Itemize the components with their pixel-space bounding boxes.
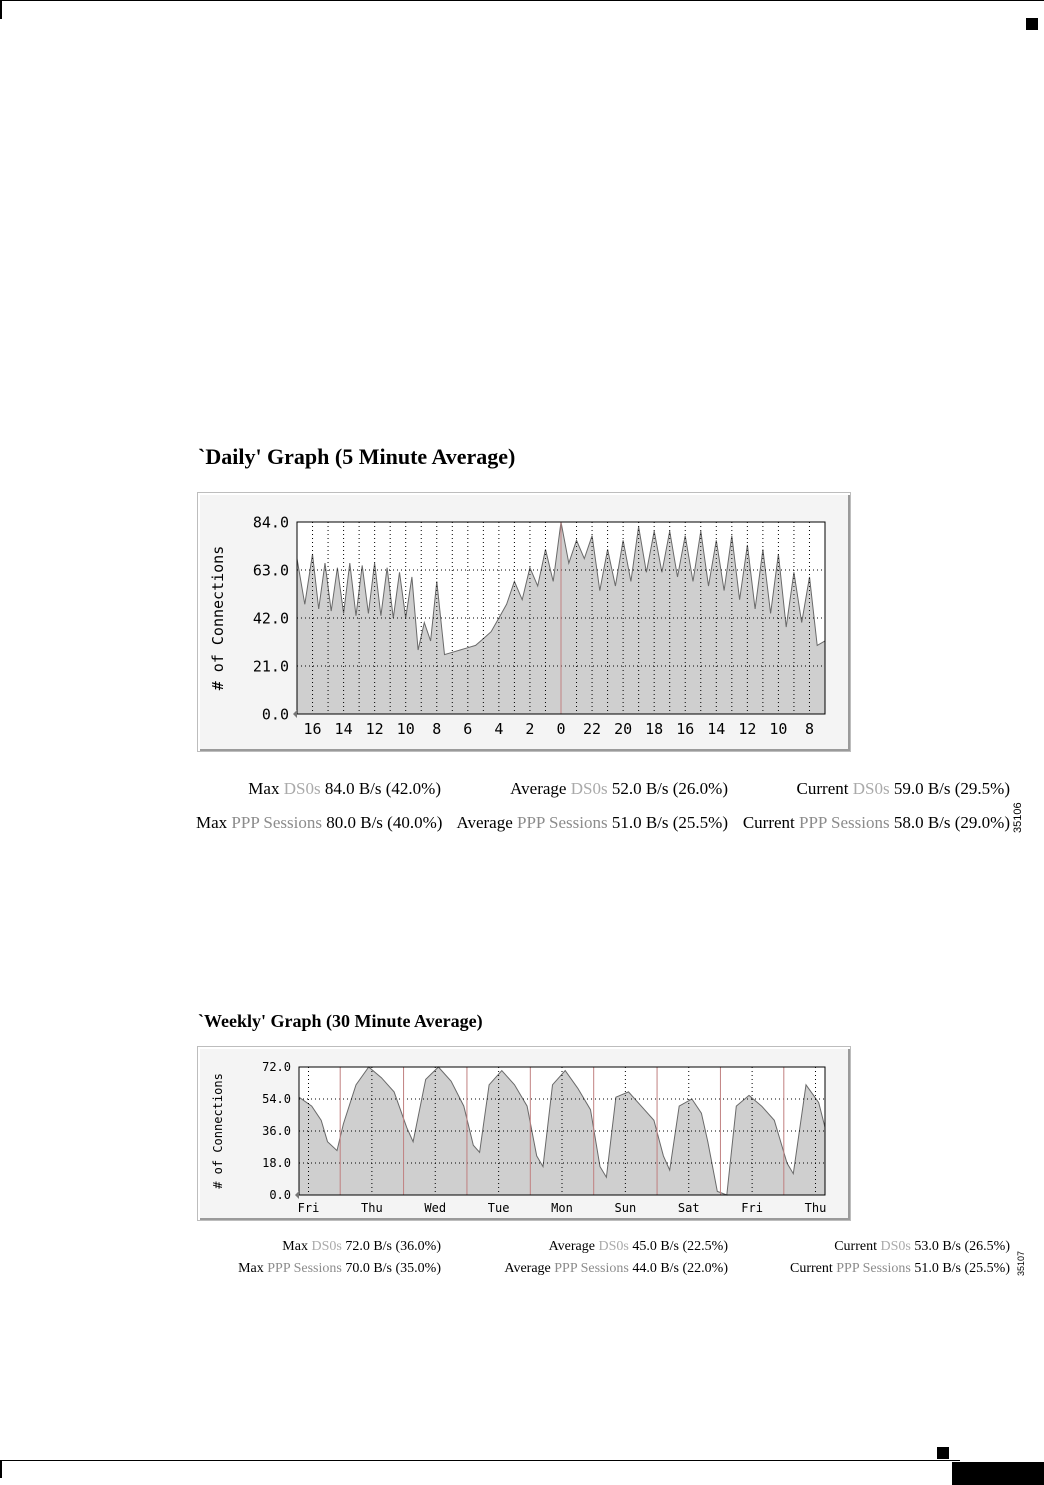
stat-label: Average xyxy=(510,779,567,798)
x-tick-label: Thu xyxy=(804,1201,827,1215)
stat-value: 70.0 B/s (35.0%) xyxy=(345,1261,441,1276)
x-tick-label: 6 xyxy=(463,720,473,738)
weekly-stat-average-ds0 xyxy=(441,1239,728,1261)
x-tick-label: Sat xyxy=(677,1201,700,1215)
x-tick-label: 10 xyxy=(769,720,788,738)
x-tick-label: Sun xyxy=(614,1201,637,1215)
bottom-square-marker xyxy=(937,1447,949,1459)
weekly-stats xyxy=(196,1239,1011,1277)
stat-series: PPP Sessions xyxy=(836,1261,911,1276)
weekly-chart-frame xyxy=(197,1046,851,1221)
x-tick-label: Fri xyxy=(741,1201,763,1215)
x-tick-label: 14 xyxy=(707,720,726,738)
stat-label: Current xyxy=(789,1261,833,1276)
stat-series: DS0s xyxy=(880,1239,911,1254)
stat-series: PPP Sessions xyxy=(267,1261,342,1276)
daily-stat-current-ds0 xyxy=(728,779,1010,813)
y-axis-title: # of Connections xyxy=(211,1073,225,1189)
stat-series: DS0s xyxy=(598,1239,629,1254)
daily-stats-ppp-row xyxy=(196,813,1011,833)
weekly-chart xyxy=(198,1047,850,1220)
stat-label: Current xyxy=(742,813,795,832)
stat-value: 44.0 B/s (22.0%) xyxy=(632,1261,728,1276)
weekly-stats-ds0-row xyxy=(196,1239,1011,1261)
daily-stat-current-ppp xyxy=(728,813,1010,833)
weekly-stat-max-ppp xyxy=(196,1261,441,1277)
stat-value: 80.0 B/s (40.0%) xyxy=(326,813,443,832)
x-tick-label: 8 xyxy=(432,720,442,738)
stat-label: Average xyxy=(504,1261,551,1276)
bottom-left-marker xyxy=(0,1460,2,1478)
stat-series: PPP Sessions xyxy=(231,813,322,832)
stat-series: PPP Sessions xyxy=(554,1261,629,1276)
x-tick-label: 14 xyxy=(334,720,353,738)
stat-series: DS0s xyxy=(311,1239,342,1254)
stat-value: 51.0 B/s (25.5%) xyxy=(611,813,728,832)
stat-value: 59.0 B/s (29.5%) xyxy=(893,779,1010,798)
stat-label: Max xyxy=(282,1239,308,1254)
origin-arrow xyxy=(295,1191,299,1199)
weekly-stat-current-ds0 xyxy=(728,1239,1010,1261)
x-tick-label: 10 xyxy=(396,720,415,738)
y-tick-label: 54.0 xyxy=(262,1092,291,1107)
stat-series: DS0s xyxy=(852,779,890,798)
x-tick-label: 16 xyxy=(676,720,695,738)
y-tick-label: 0.0 xyxy=(269,1188,291,1203)
y-tick-label: 0.0 xyxy=(261,705,289,724)
stat-value: 45.0 B/s (22.5%) xyxy=(632,1239,728,1254)
stat-series: PPP Sessions xyxy=(799,813,890,832)
top-right-marker xyxy=(1026,18,1038,30)
x-tick-label: 20 xyxy=(614,720,633,738)
top-left-marker xyxy=(0,0,2,19)
x-tick-label: Mon xyxy=(551,1201,573,1215)
x-tick-label: Wed xyxy=(424,1201,447,1215)
x-tick-label: 4 xyxy=(494,720,504,738)
weekly-stat-current-ppp xyxy=(728,1261,1010,1277)
y-tick-label: 63.0 xyxy=(252,561,289,580)
x-tick-label: 12 xyxy=(738,720,757,738)
daily-figure-id: 35106 xyxy=(1012,802,1024,833)
daily-stat-average-ppp xyxy=(441,813,728,833)
bottom-rule xyxy=(0,1460,960,1461)
stat-label: Max xyxy=(248,779,280,798)
weekly-stats-ppp-row xyxy=(196,1261,1011,1277)
stat-value: 53.0 B/s (26.5%) xyxy=(914,1239,1010,1254)
stat-series: PPP Sessions xyxy=(517,813,608,832)
y-tick-label: 84.0 xyxy=(252,513,289,532)
y-tick-label: 18.0 xyxy=(262,1156,291,1171)
stat-label: Average xyxy=(548,1239,595,1254)
y-tick-label: 36.0 xyxy=(262,1124,291,1139)
daily-chart-frame xyxy=(197,492,851,752)
weekly-stat-max-ds0 xyxy=(196,1239,441,1261)
x-tick-label: 8 xyxy=(804,720,814,738)
weekly-graph-title: `Weekly' Graph (30 Minute Average) xyxy=(198,1011,483,1031)
x-tick-label: 18 xyxy=(645,720,664,738)
weekly-stat-average-ppp xyxy=(441,1261,728,1277)
x-tick-label: 16 xyxy=(303,720,322,738)
stat-series: DS0s xyxy=(570,779,608,798)
stat-value: 84.0 B/s (42.0%) xyxy=(324,779,441,798)
y-tick-label: 21.0 xyxy=(252,657,289,676)
x-tick-label: Thu xyxy=(361,1201,383,1215)
x-tick-label: Fri xyxy=(297,1201,320,1215)
stat-value: 58.0 B/s (29.0%) xyxy=(893,813,1010,832)
daily-graph-title: `Daily' Graph (5 Minute Average) xyxy=(198,444,516,469)
daily-stat-max-ds0 xyxy=(196,779,441,813)
y-tick-label: 42.0 xyxy=(252,609,289,628)
stat-label: Max xyxy=(196,813,228,832)
x-tick-label: Tue xyxy=(487,1201,510,1215)
x-tick-label: 0 xyxy=(556,720,566,738)
x-tick-label: 2 xyxy=(525,720,535,738)
x-tick-label: 12 xyxy=(365,720,384,738)
daily-stat-average-ds0 xyxy=(441,779,728,813)
stat-label: Average xyxy=(456,813,513,832)
stat-label: Current xyxy=(834,1239,877,1254)
x-tick-label: 22 xyxy=(583,720,602,738)
stat-value: 52.0 B/s (26.0%) xyxy=(611,779,728,798)
bottom-page-tab xyxy=(952,1462,1044,1485)
stat-series: DS0s xyxy=(283,779,321,798)
stat-label: Max xyxy=(238,1261,264,1276)
stat-value: 72.0 B/s (36.0%) xyxy=(345,1239,441,1254)
stat-label: Current xyxy=(796,779,849,798)
weekly-figure-id: 35107 xyxy=(1016,1250,1026,1276)
y-tick-label: 72.0 xyxy=(262,1060,291,1075)
daily-stat-max-ppp xyxy=(196,813,441,833)
daily-chart xyxy=(198,493,850,751)
stat-value: 51.0 B/s (25.5%) xyxy=(914,1261,1010,1276)
daily-stats xyxy=(196,779,1011,833)
daily-stats-ds0-row xyxy=(196,779,1011,813)
y-axis-title: # of Connections xyxy=(209,545,227,691)
origin-arrow xyxy=(293,710,297,718)
top-rule xyxy=(0,0,1044,1)
